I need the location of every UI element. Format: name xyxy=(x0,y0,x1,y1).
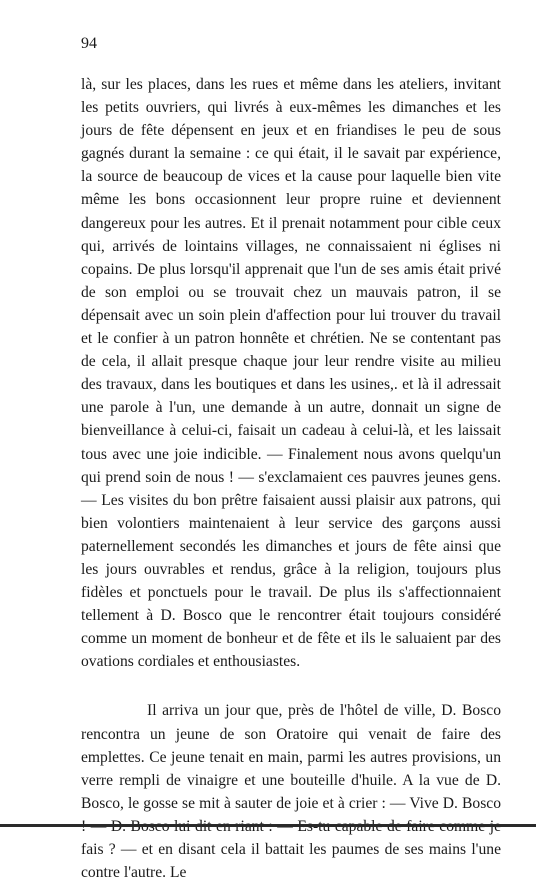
paragraph: Il arriva un jour que, près de l'hôtel de ville, D. Bosco rencontra un jeune de son Oratoire qui venait de faire des emplettes. Ce jeune tenait en main, parmi les autres provisions, un verre rempli de vinaigre et une bouteille d'huile. A la vue de D. Bosco, le gosse se mit à sauter de joie et à crier : — Vive D. Bosco fais ? — et en disant cela il battait les paumes de ses mains l'une contre l'autre. Le xyxy=(81,702,501,882)
paragraph: là, sur les places, dans les rues et même dans les ateliers, invitant les petits ouvriers, qui livrés à eux-mêmes les dimanches et les jours de fête dépensent en jeux et en friandises le peu de sous gagnés durant la semaine : ce qui était, il le savait par expérience, la source de beaucoup de vices et la cause pour laquelle bien vite même les bons occasionnent leur propre ruine et deviennent dangereux pour les autres. Et il prenait notamment pour cible ceux qui, arrivés de lointains villages, ne connaissaient ni églises ni copains. De plus lorsqu'il apprenait que l'un de ses amis était privé de son emploi ou se trouvait chez un mauvais patron, il se dépensait avec un soin plein d'affection pour lui trouver du travail et le confier à un patron honnête et chrétien. Ne se contentant pas de cela, il allait presque chaque jour leur rendre visite au milieu des travaux, dans les boutiques et dans les usines,. et là il adressait une parole à l'un, une demande à un autre, donnait un signe de bienveillance à celui-ci, faisait un cadeau à celui-là, et les laissait tous avec une joie indicible. — Finalement nous avons quelqu'un qui prend soin de nous ! — s'exclamaient ces pauvres jeunes gens. — Les visites du bon prêtre faisaient aussi plaisir aux patrons, qui bien volontiers maintenaient à leur service des garçons aussi paternellement secondés les dimanches et jours de fête ainsi que les jours ouvrables et rendus, grâce à la religion, toujours plus fidèles et ponctuels pour le travail. De plus ils s'affectionnaient tellement à D. Bosco que le rencontrer était toujours considéré comme un moment de bonheur et de fête et ils le saluaient par des ovations cordiales et enthousiastes. xyxy=(81,76,501,671)
page-number: 94 xyxy=(81,35,97,52)
body-text xyxy=(81,73,501,884)
